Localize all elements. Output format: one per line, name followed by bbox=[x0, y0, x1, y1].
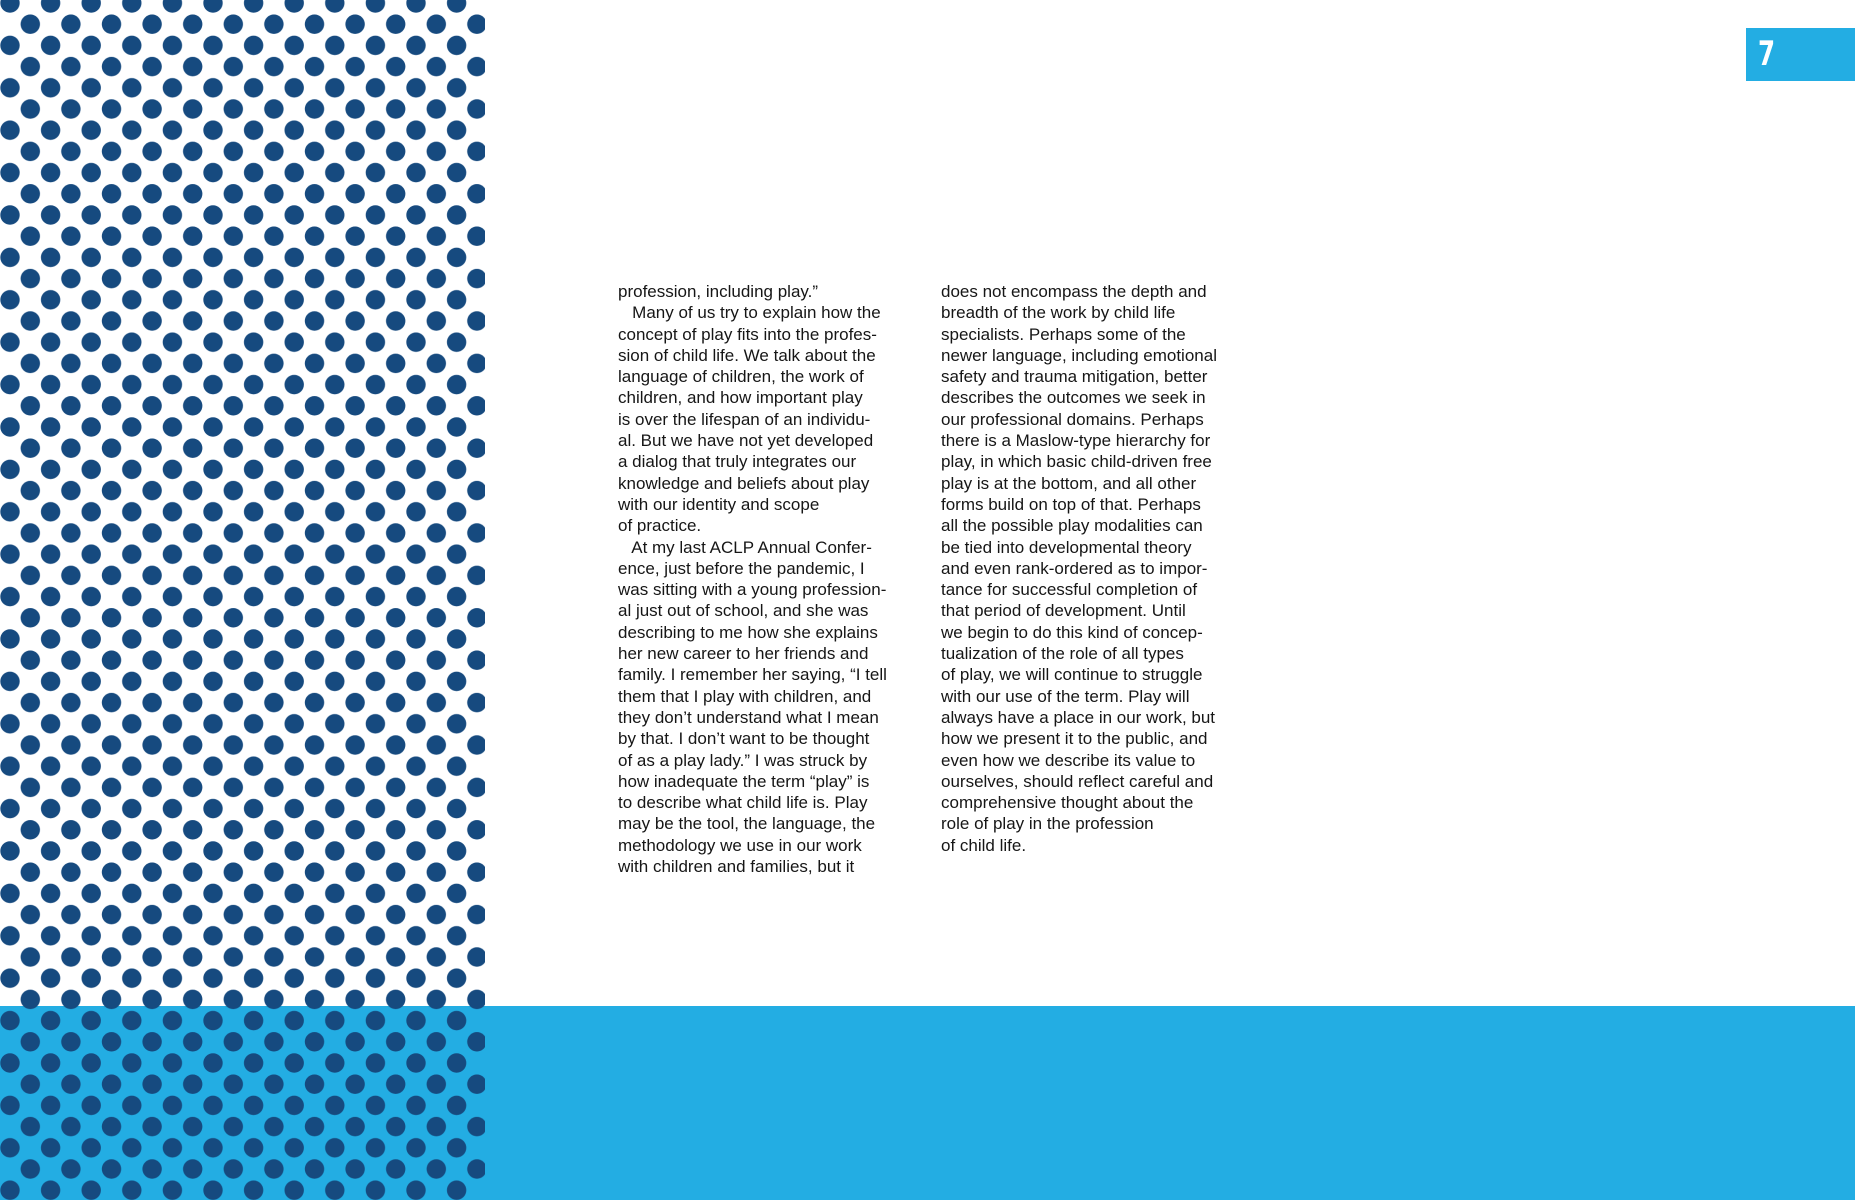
text-line: of play, we will continue to struggle bbox=[941, 665, 1203, 685]
text-line: and even rank-ordered as to impor- bbox=[941, 558, 1208, 578]
text-line: our professional domains. Perhaps bbox=[941, 409, 1204, 429]
text-line: ourselves, should reflect careful and bbox=[941, 771, 1214, 791]
text-line: of practice. bbox=[618, 516, 702, 536]
text-line: them that I play with children, and bbox=[618, 686, 872, 706]
text-line: tance for successful completion of bbox=[941, 580, 1198, 600]
text-line: comprehensive thought about the bbox=[941, 793, 1194, 813]
article-column-left bbox=[618, 281, 918, 877]
text-line: methodology we use in our work bbox=[618, 835, 862, 855]
halftone-dot-pattern bbox=[0, 0, 485, 1200]
text-line: all the possible play modalities can bbox=[941, 516, 1203, 536]
page-number-tab bbox=[1746, 28, 1855, 81]
text-line: of as a play lady.” I was struck by bbox=[618, 750, 868, 770]
text-line: describes the outcomes we seek in bbox=[941, 388, 1206, 408]
text-line: role of play in the profession bbox=[941, 814, 1154, 834]
text-line: children, and how important play bbox=[618, 388, 863, 408]
text-line: her new career to her friends and bbox=[618, 644, 869, 664]
text-line: tualization of the role of all types bbox=[941, 644, 1184, 664]
text-line: with our use of the term. Play will bbox=[941, 686, 1190, 706]
text-line: always have a place in our work, but bbox=[941, 707, 1216, 727]
text-line: Many of us try to explain how the bbox=[618, 303, 881, 323]
text-line: of child life. bbox=[941, 835, 1027, 855]
text-line: does not encompass the depth and bbox=[941, 282, 1207, 301]
text-line: family. I remember her saying, “I tell bbox=[618, 665, 887, 685]
text-line: was sitting with a young profession- bbox=[618, 580, 887, 600]
text-line: forms build on top of that. Perhaps bbox=[941, 494, 1201, 514]
text-line: they don’t understand what I mean bbox=[618, 707, 879, 727]
text-line: how inadequate the term “play” is bbox=[618, 771, 870, 791]
text-line: concept of play fits into the profes- bbox=[618, 324, 877, 344]
text-line: sion of child life. We talk about the bbox=[618, 345, 876, 365]
text-line: profession, including play.” bbox=[618, 282, 819, 301]
text-line: newer language, including emotional bbox=[941, 345, 1217, 365]
text-line: even how we describe its value to bbox=[941, 750, 1196, 770]
text-line: is over the lifespan of an individu- bbox=[618, 409, 871, 429]
text-line: may be the tool, the language, the bbox=[618, 814, 876, 834]
text-line: al. But we have not yet developed bbox=[618, 431, 874, 451]
page-number: 7 bbox=[1758, 34, 1775, 74]
text-line: that period of development. Until bbox=[941, 601, 1186, 621]
text-line: we begin to do this kind of concep- bbox=[941, 622, 1203, 642]
text-line: with our identity and scope bbox=[618, 494, 820, 514]
text-line: At my last ACLP Annual Confer- bbox=[618, 537, 872, 557]
text-line: play, in which basic child-driven free bbox=[941, 452, 1212, 472]
text-line: specialists. Perhaps some of the bbox=[941, 324, 1186, 344]
bottom-accent-band bbox=[485, 1006, 1855, 1200]
text-line: by that. I don’t want to be thought bbox=[618, 729, 870, 749]
article-column-right bbox=[941, 281, 1251, 856]
text-line: language of children, the work of bbox=[618, 367, 864, 387]
text-line: play is at the bottom, and all other bbox=[941, 473, 1197, 493]
text-line: with children and families, but it bbox=[618, 857, 855, 877]
text-line: ence, just before the pandemic, I bbox=[618, 558, 865, 578]
text-line: there is a Maslow-type hierarchy for bbox=[941, 431, 1211, 451]
text-line: knowledge and beliefs about play bbox=[618, 473, 870, 493]
text-line: how we present it to the public, and bbox=[941, 729, 1208, 749]
text-line: al just out of school, and she was bbox=[618, 601, 869, 621]
text-line: be tied into developmental theory bbox=[941, 537, 1192, 557]
halftone-dot-panel bbox=[0, 0, 485, 1200]
text-line: breadth of the work by child life bbox=[941, 303, 1176, 323]
text-line: safety and trauma mitigation, better bbox=[941, 367, 1208, 387]
text-line: describing to me how she explains bbox=[618, 622, 878, 642]
text-line: to describe what child life is. Play bbox=[618, 793, 868, 813]
text-line: a dialog that truly integrates our bbox=[618, 452, 857, 472]
